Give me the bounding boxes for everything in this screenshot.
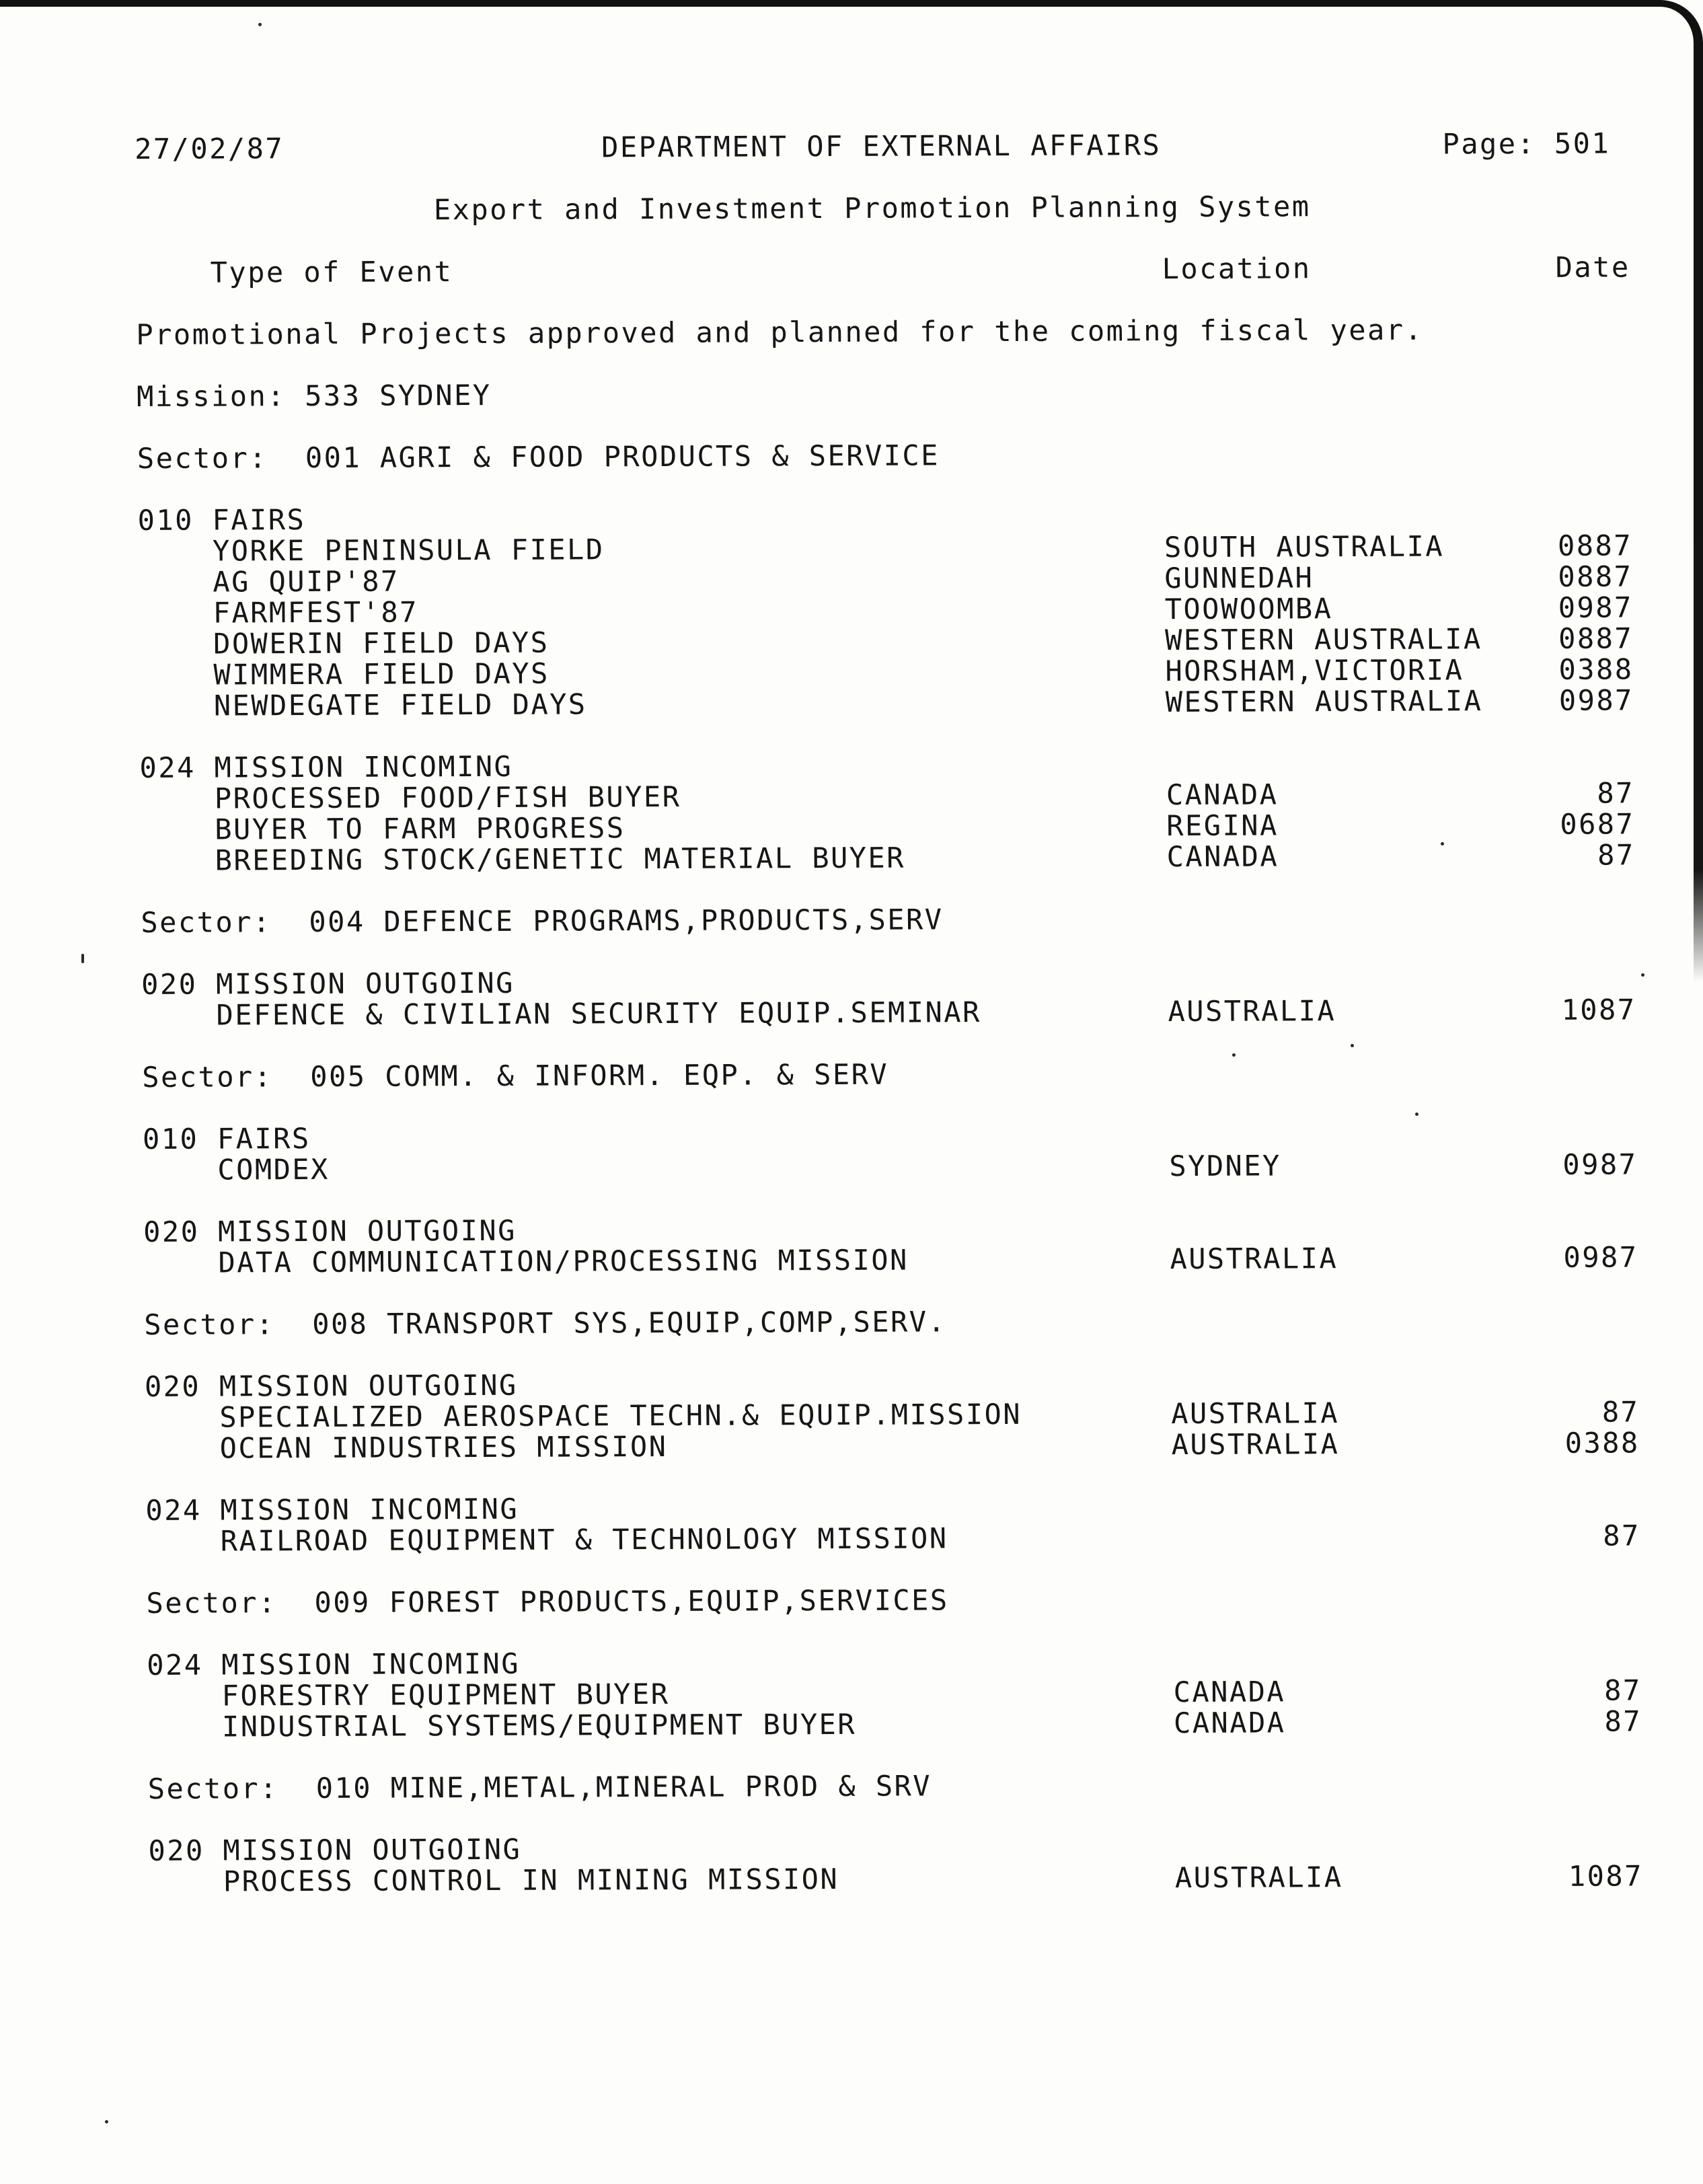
event-date: 1087	[1561, 993, 1636, 1026]
event-name: FARMFEST'87	[213, 595, 419, 630]
sector-name: 005 COMM. & INFORM. EQP. & SERV	[310, 1057, 889, 1094]
event-location: CANADA	[1173, 1706, 1286, 1740]
event-date: 0987	[1558, 683, 1634, 717]
event-type: 024 MISSION INCOMING	[145, 1492, 519, 1527]
event-row	[149, 1860, 1642, 1897]
sector-name: 008 TRANSPORT SYS,EQUIP,COMP,SERV.	[312, 1305, 947, 1341]
event-type: 020 MISSION OUTGOING	[144, 1368, 518, 1403]
event-location: SYDNEY	[1169, 1149, 1281, 1183]
event-date: 87	[1597, 776, 1635, 810]
event-date: 0987	[1562, 1147, 1638, 1181]
event-location: AUSTRALIA	[1171, 1396, 1340, 1431]
print-date: 27/02/87	[134, 132, 285, 165]
sector-name: 004 DEFENCE PROGRAMS,PRODUCTS,SERV	[309, 903, 944, 939]
event-date: 87	[1604, 1704, 1642, 1738]
sector-label: Sector:	[146, 1586, 277, 1620]
event-date: 0388	[1558, 652, 1634, 686]
event-name: RAILROAD EQUIPMENT & TECHNOLOGY MISSION	[220, 1521, 948, 1558]
event-type: 020 MISSION OUTGOING	[143, 1213, 517, 1248]
event-type: 010 FAIRS	[142, 1122, 311, 1156]
event-type: 020 MISSION OUTGOING	[141, 966, 515, 1001]
event-location: CANADA	[1166, 839, 1279, 874]
event-name: DEFENCE & CIVILIAN SECURITY EQUIP.SEMINAR	[216, 995, 981, 1032]
event-location: WESTERN AUSTRALIA	[1165, 684, 1483, 719]
mission-value: 533 SYDNEY	[304, 378, 492, 413]
event-date: 0987	[1563, 1240, 1638, 1274]
event-date: 87	[1603, 1673, 1642, 1707]
mission-label: Mission:	[136, 379, 287, 413]
event-name: NEWDEGATE FIELD DAYS	[213, 687, 587, 722]
event-date: 0388	[1564, 1426, 1640, 1460]
sector-label: Sector:	[147, 1772, 279, 1805]
sector-label: Sector:	[142, 1060, 273, 1094]
event-type: 024 MISSION INCOMING	[147, 1647, 521, 1682]
event-name: DATA COMMUNICATION/PROCESSING MISSION	[218, 1243, 909, 1279]
event-name: BUYER TO FARM PROGRESS	[215, 811, 626, 846]
scan-speck	[105, 2120, 108, 2123]
event-location: AUSTRALIA	[1170, 1242, 1338, 1276]
sector-label: Sector:	[137, 441, 268, 475]
sector-name: 009 FOREST PRODUCTS,EQUIP,SERVICES	[314, 1583, 949, 1619]
event-type: 024 MISSION INCOMING	[139, 749, 513, 784]
event-location: SOUTH AUSTRALIA	[1164, 529, 1445, 564]
sector-name: 010 MINE,METAL,MINERAL PROD & SRV	[315, 1769, 932, 1805]
page-number: Page: 501	[1442, 126, 1611, 161]
event-location: AUSTRALIA	[1168, 994, 1336, 1028]
event-name: COMDEX	[217, 1152, 330, 1187]
event-date: 0687	[1560, 807, 1635, 841]
intro-text: Promotional Projects approved and planned for the coming fiscal year.	[136, 313, 1424, 351]
scan-speck	[1641, 973, 1644, 977]
event-location: CANADA	[1166, 778, 1279, 812]
event-name: OCEAN INDUSTRIES MISSION	[219, 1429, 668, 1465]
event-date: 1087	[1568, 1859, 1644, 1893]
sector-label: Sector:	[141, 905, 272, 939]
event-location: WESTERN AUSTRALIA	[1164, 622, 1482, 657]
event-location: GUNNEDAH	[1164, 561, 1314, 595]
event-location: CANADA	[1173, 1675, 1286, 1709]
report-printout	[135, 128, 1642, 1897]
scan-speck	[81, 954, 84, 963]
event-type: 010 FAIRS	[137, 503, 306, 537]
event-name: AG QUIP'87	[213, 564, 400, 599]
event-name: FORESTRY EQUIPMENT BUYER	[221, 1677, 670, 1712]
event-name: YORKE PENINSULA FIELD	[212, 533, 605, 568]
system-title: Export and Investment Promotion Planning System	[433, 190, 1311, 227]
event-name: WIMMERA FIELD DAYS	[213, 656, 550, 691]
scan-border-corner	[1634, 0, 1703, 61]
event-name: INDUSTRIAL SYSTEMS/EQUIPMENT BUYER	[221, 1707, 857, 1743]
event-date: 0987	[1558, 591, 1633, 624]
event-date: 0887	[1558, 622, 1634, 655]
sector-label: Sector:	[144, 1308, 275, 1341]
event-name: DOWERIN FIELD DAYS	[213, 626, 550, 661]
event-date: 87	[1603, 1519, 1640, 1552]
column-header-event: Type of Event	[210, 255, 453, 289]
scan-speck	[258, 23, 262, 26]
event-date: 87	[1601, 1395, 1640, 1429]
event-name: PROCESS CONTROL IN MINING MISSION	[223, 1862, 839, 1898]
column-header-date: Date	[1555, 250, 1630, 284]
scan-border-right	[1694, 47, 1703, 982]
event-name: PROCESSED FOOD/FISH BUYER	[214, 780, 681, 815]
event-name: BREEDING STOCK/GENETIC MATERIAL BUYER	[215, 841, 906, 877]
event-location: TOOWOOMBA	[1164, 592, 1333, 626]
event-type: 020 MISSION OUTGOING	[148, 1832, 522, 1867]
event-date: 0887	[1558, 560, 1633, 593]
event-location: HORSHAM,VICTORIA	[1165, 653, 1464, 688]
event-date: 0887	[1557, 529, 1633, 562]
event-name: SPECIALIZED AEROSPACE TECHN.& EQUIP.MISSION	[219, 1397, 1022, 1434]
event-location: AUSTRALIA	[1174, 1860, 1343, 1895]
sector-name: 001 AGRI & FOOD PRODUCTS & SERVICE	[305, 439, 940, 475]
scan-border-top	[0, 0, 1661, 7]
event-location: AUSTRALIA	[1171, 1427, 1340, 1462]
department-title: DEPARTMENT OF EXTERNAL AFFAIRS	[601, 128, 1162, 164]
event-location: REGINA	[1166, 808, 1279, 843]
event-date: 87	[1597, 838, 1635, 872]
column-header-location: Location	[1162, 252, 1312, 286]
